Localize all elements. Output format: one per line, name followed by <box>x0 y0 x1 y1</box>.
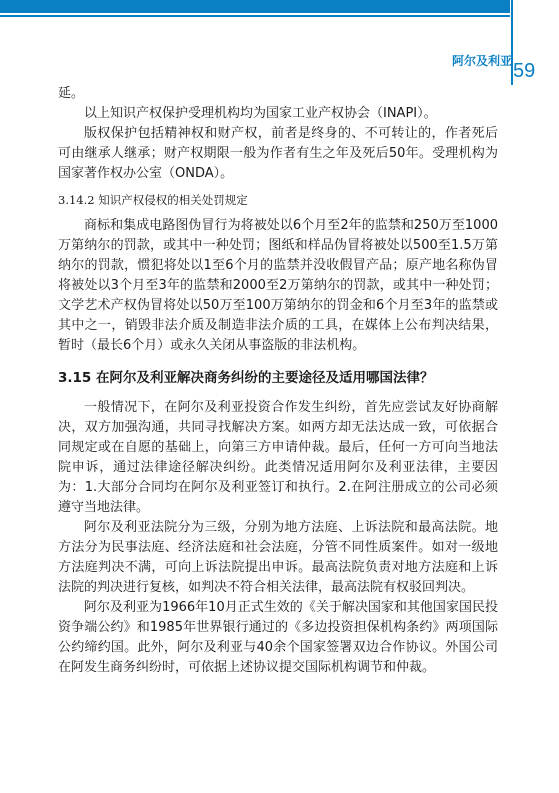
paragraph-disputes: 一般情况下，在阿尔及利亚投资合作发生纠纷，首先应尝试友好协商解决，双方加强沟通，共同寻找解决方案。如两方却无法达成一致，可依据合同规定或在自愿的基础上，向第三方申请仲裁。最后，任何一方可向当地法院申诉，通过法律途径解决纠纷。此类情况适用阿尔及利亚法律，主要因为：1.大部分合同均在阿尔及利亚签订和执行。2.在阿注册成立的公司必须遵守当地法律。 <box>58 400 498 515</box>
running-head: 阿尔及利亚 <box>451 54 512 68</box>
section-heading: 3.15 在阿尔及利亚解决商务纠纷的主要途径及适用哪国法律？ <box>58 370 434 386</box>
paragraph-inapi: 以上知识产权保护受理机构均为国家工业产权协会（INAPI）。 <box>84 106 437 121</box>
page-body <box>58 84 498 678</box>
header-color-bar <box>0 0 510 13</box>
subsection-heading: 3.14.2 知识产权侵权的相关处罚规定 <box>58 193 248 207</box>
paragraph-conventions: 阿尔及利亚为1966年10月正式生效的《关于解决国家和其他国家国民投资争端公约》和1985年世界银行通过的《多边投资担保机构条约》两项国际公约缔约国。此外，阿尔及利亚与40余个国家签署双边合作协议。外国公司在阿发生商务纠纷时，可依据上述协议提交国际机构调节和仲裁。 <box>58 600 498 675</box>
paragraph-continuation: 延。 <box>58 86 85 101</box>
paragraph-courts: 阿尔及利亚法院分为三级，分别为地方法庭、上诉法院和最高法院。地方法分为民事法庭、经济法庭和社会法庭，分管不同性质案件。如对一级地方法庭判决不满，可向上诉法院提出申诉。最高法院负责对地方法庭和上诉法院的判决进行复核，如判决不符合相关法律，最高法院有权驳回判决。 <box>58 520 498 595</box>
paragraph-copyright: 版权保护包括精神权和财产权，前者是终身的、不可转让的，作者死后可由继承人继承；财产权期限一般为作者有生之年及死后50年。受理机构为国家著作权办公室（ONDA）。 <box>58 126 498 181</box>
paragraph-penalties: 商标和集成电路图伪冒行为将被处以6个月至2年的监禁和250万至1000万第纳尔的罚款，或其中一种处罚；图纸和样品伪冒将被处以500至1.5万第纳尔的罚款，惯犯将处以1至6个月的监禁并没收假冒产品；原产地名称伪冒将被处以3个月至3年的监禁和2000至2万第纳尔的罚款，或其中一种处罚；文学艺术产权伪冒将处以50万至100万第纳尔的罚金和6个月至3年的监禁或其中之一，销毁非法介质及制造非法介质的工具，在媒体上公布判决结果，暂时（最长6个月）或永久关闭从事盗版的非法机构。 <box>58 218 498 353</box>
page-number: 59 <box>513 60 536 82</box>
header-rule <box>0 15 510 17</box>
